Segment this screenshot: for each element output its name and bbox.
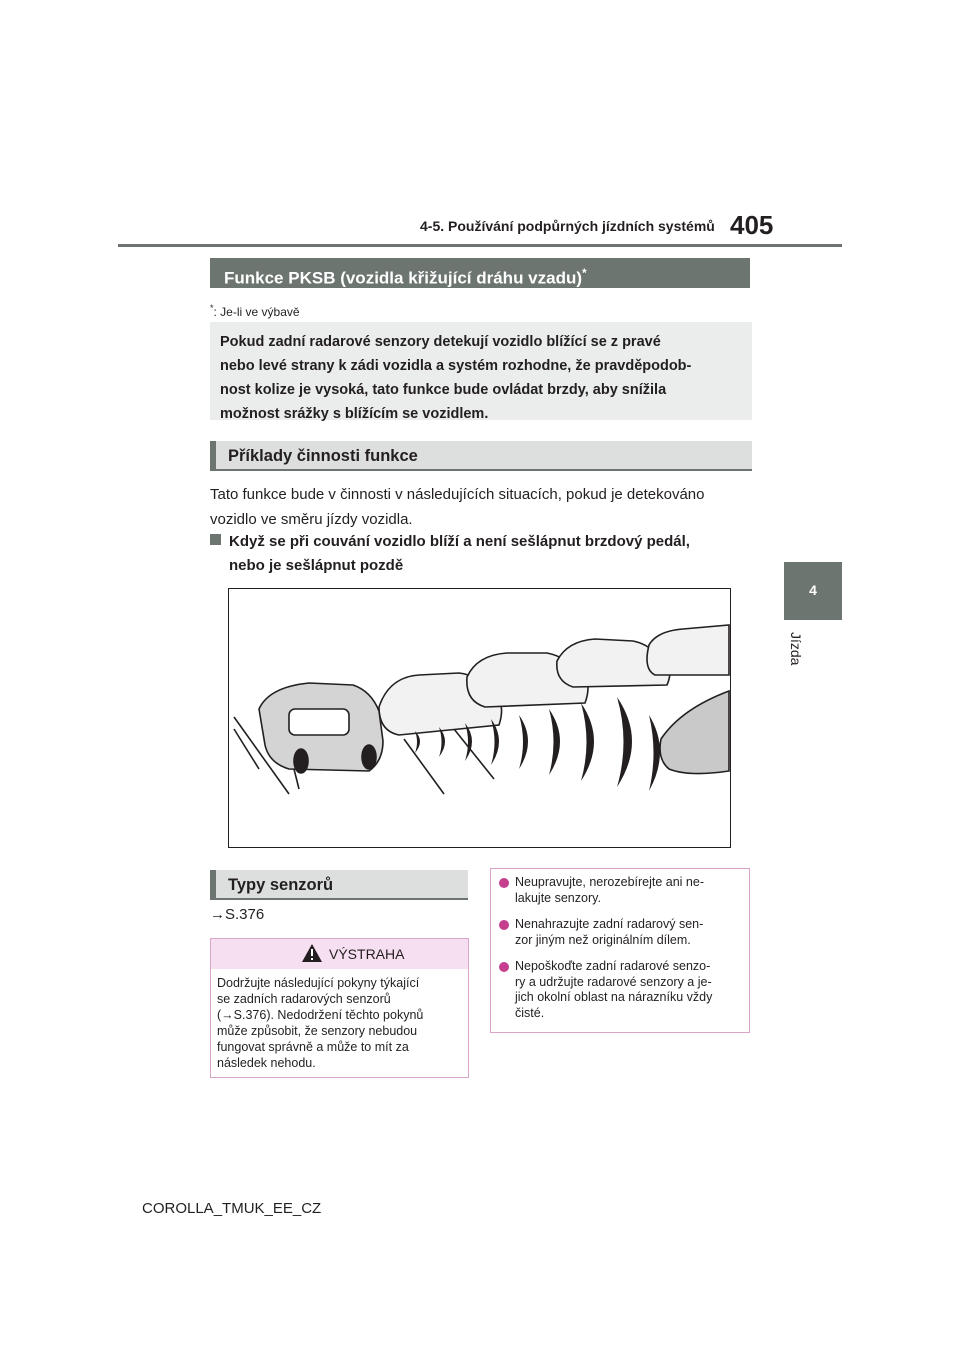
note-item <box>499 959 741 1021</box>
warning-line: Dodržujte následující pokyny týkající <box>217 976 420 990</box>
body-line: Tato funkce bude v činnosti v následujících situacích, pokud je detekováno <box>210 486 705 503</box>
warning-line: se zadních radarových senzorů <box>217 992 391 1006</box>
page-reference: →S.376 <box>210 906 265 923</box>
examples-body <box>210 482 755 532</box>
intro-line: nost kolize je vysoká, tato funkce bude ovládat brzdy, aby snížila <box>220 382 667 398</box>
page-number: 405 <box>730 210 774 240</box>
warning-line: (→S.376). Nedodržení těchto pokynů <box>217 1008 424 1022</box>
warning-text <box>217 975 462 1071</box>
chapter-name-container <box>786 632 810 712</box>
bullet-line: Když se při couvání vozidlo blíží a není sešlápnut brzdový pedál, <box>229 533 690 550</box>
document-code: COROLLA_TMUK_EE_CZ <box>142 1200 322 1217</box>
notes-box <box>490 868 750 1033</box>
warning-line: může způsobit, že senzory nebudou <box>217 1024 418 1038</box>
intro-line: nebo levé strany k zádi vozidla a systém rozhodne, že pravděpodob- <box>220 358 692 374</box>
note-item <box>499 917 741 948</box>
footnote-marker: * <box>210 303 214 313</box>
intro-line: možnost srážky s blížícím se vozidlem. <box>220 406 489 422</box>
bullet-line: nebo je sešlápnut pozdě <box>229 557 404 574</box>
intro-line: Pokud zadní radarové senzory detekují vozidlo blížící se z pravé <box>220 334 661 350</box>
square-bullet-icon <box>210 534 221 545</box>
main-title: Funkce PKSB (vozidla křižující dráhu vzadu) <box>224 268 583 288</box>
note-line: zor jiným než originálním dílem. <box>515 932 691 947</box>
chapter-name: Jízda <box>788 632 804 666</box>
warning-line: fungovat správně a může to mít za <box>217 1040 409 1054</box>
warning-title: VÝSTRAHA <box>329 946 405 962</box>
body-line: vozidlo ve směru jízdy vozidla. <box>210 511 413 528</box>
main-title-bar <box>210 258 750 288</box>
note-line: jich okolní oblast na nárazníku vždy <box>515 990 713 1004</box>
bullet-dot-icon <box>499 962 509 972</box>
warning-box <box>210 938 469 1078</box>
note-line: Neupravujte, nerozebírejte ani ne- <box>515 875 705 889</box>
note-line: Nenahrazujte zadní radarový sen- <box>515 917 704 931</box>
note-line: čisté. <box>515 1005 545 1020</box>
bullet-dot-icon <box>499 920 509 930</box>
example-bullet <box>210 530 755 578</box>
note-line: ry a udržujte radarové senzory a je- <box>515 974 712 989</box>
note-line: lakujte senzory. <box>515 890 601 905</box>
bullet-dot-icon <box>499 878 509 888</box>
warning-header <box>211 939 468 969</box>
rear-cross-traffic-illustration <box>229 589 730 847</box>
footnote <box>210 303 300 319</box>
main-title-marker: * <box>582 266 587 280</box>
footnote-text: : Je-li ve výbavě <box>213 305 300 319</box>
examples-heading: Příklady činnosti funkce <box>210 441 752 471</box>
warning-line: následek nehodu. <box>217 1056 316 1070</box>
sensors-heading: Typy senzorů <box>210 870 468 900</box>
section-title: 4-5. Používání podpůrných jízdních systémů <box>420 218 715 234</box>
intro-box <box>210 322 752 420</box>
note-line: Nepoškoďte zadní radarové senzo- <box>515 959 711 973</box>
note-item <box>499 875 741 906</box>
chapter-number: 4 <box>809 582 817 598</box>
parking-illustration <box>228 588 731 848</box>
header-divider <box>118 244 842 247</box>
warning-triangle-icon <box>301 943 323 963</box>
